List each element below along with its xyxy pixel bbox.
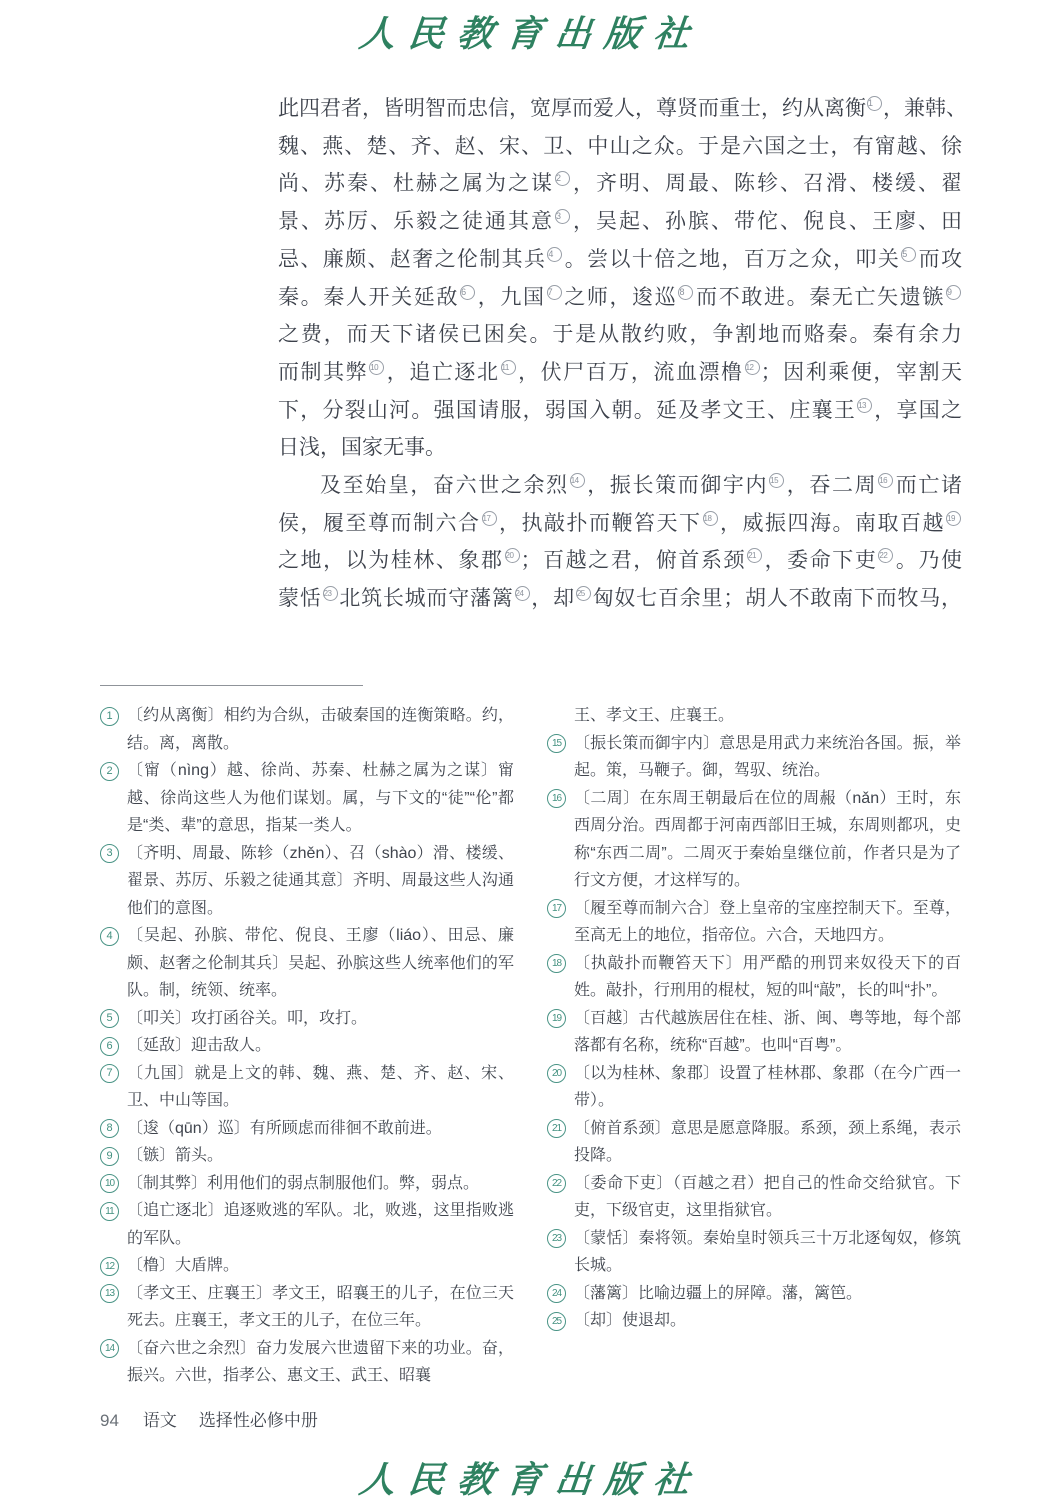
text-line-p2-3 xyxy=(278,542,962,580)
text-line-p1-4 xyxy=(278,203,962,241)
publisher-logo-top-text: 人民教育出版社 xyxy=(357,13,705,55)
annotation-ref-24: 24 xyxy=(515,586,530,601)
footnote-number-25: 25 xyxy=(547,1312,566,1331)
annotation-ref-3: 3 xyxy=(555,209,570,224)
footnote-text: 〔藩篱〕比喻边疆上的屏障。藩，篱笆。 xyxy=(574,1284,863,1302)
footer-subject: 语文 xyxy=(142,1411,177,1430)
text-line-p1-5 xyxy=(278,241,962,279)
text-run: ，兼韩、 xyxy=(883,97,967,120)
footnote-number-7: 7 xyxy=(100,1064,119,1083)
annotation-ref-13: 13 xyxy=(857,398,872,413)
text-run: 此四君者，皆明智而忠信，宽厚而爱人，尊贤而重士，约从离衡 xyxy=(278,97,866,120)
footnote-item-15 xyxy=(547,730,961,785)
footnote-item-14 xyxy=(100,1335,514,1390)
page-footer xyxy=(100,1406,318,1431)
footnote-item-22 xyxy=(547,1170,961,1225)
footnote-number-10: 10 xyxy=(100,1174,119,1193)
publisher-logo-bottom xyxy=(0,1452,1062,1503)
text-run: ，齐明、周最、陈轸、召滑、楼缓、翟 xyxy=(571,172,962,196)
text-run: 魏、燕、楚、齐、赵、宋、卫、中山之众。于是六国之士，有甯越、徐 xyxy=(278,134,962,158)
text-run: 匈奴七百余里；胡人不敢南下而牧马， xyxy=(591,587,963,611)
footnote-text: 〔百越〕古代越族居住在桂、浙、闽、粤等地，每个部落都有名称，统称“百越”。也叫“百粤”。 xyxy=(574,1009,961,1054)
annotation-ref-18: 18 xyxy=(703,511,718,526)
annotation-ref-11: 11 xyxy=(501,360,516,375)
footnote-number-13: 13 xyxy=(100,1284,119,1303)
text-run: 下，分裂山河。强国请服，弱国入朝。延及孝文王、庄襄王 xyxy=(278,398,857,422)
footnote-number-21: 21 xyxy=(547,1119,566,1138)
footnote-text: 〔甯（nìng）越、徐尚、苏秦、杜赫之属为之谋〕甯越、徐尚这些人为他们谋划。属，与下文的“徒”“伦”都是“类、辈”的意思，指某一类人。 xyxy=(127,762,514,834)
footnote-item-3 xyxy=(100,840,514,923)
annotation-ref-9: 9 xyxy=(946,285,961,300)
footnote-number-5: 5 xyxy=(100,1009,119,1028)
text-run: 而攻 xyxy=(917,247,963,271)
text-run: 蒙恬 xyxy=(278,587,322,611)
annotation-ref-14: 14 xyxy=(570,473,585,488)
footnote-number-20: 20 xyxy=(547,1064,566,1083)
footnote-number-23: 23 xyxy=(547,1229,566,1248)
text-run: 景、苏厉、乐毅之徒通其意 xyxy=(278,210,554,234)
footnote-item-1 xyxy=(100,702,514,757)
text-run: 及至始皇，奋六世之余烈 xyxy=(320,474,569,498)
footnote-item-25 xyxy=(547,1307,961,1335)
text-run: 忌、廉颇、赵奢之伦制其兵 xyxy=(278,247,547,271)
footnote-number-22: 22 xyxy=(547,1174,566,1193)
text-run: ，却 xyxy=(530,587,575,611)
footnote-item-17 xyxy=(547,895,961,950)
footnote-text: 〔履至尊而制六合〕登上皇帝的宝座控制天下。至尊，至高无上的地位，指帝位。六合，天地四方。 xyxy=(574,899,961,944)
annotation-ref-2: 2 xyxy=(555,171,570,186)
text-run: ，执敲扑而鞭笞天下 xyxy=(497,511,702,535)
footnote-text: 〔二周〕在东周王朝最后在位的周赧（nǎn）王时，东西周分治。西周都于河南西部旧王城，东周则都巩，史称“东西二周”。二周灭于秦始皇继位前，作者只是为了行文方便，才这样写的。 xyxy=(574,789,961,889)
text-run: 日浅，国家无事。 xyxy=(278,436,446,460)
footnote-item-24 xyxy=(547,1280,961,1308)
text-line-p1-8 xyxy=(278,354,962,392)
footnote-text: 〔约从离衡〕相约为合纵，击破秦国的连衡策略。约，结。离，离散。 xyxy=(127,707,514,752)
footnote-item-2 xyxy=(100,757,514,840)
text-run: 。乃使 xyxy=(894,549,963,573)
footnote-text: 〔俯首系颈〕意思是愿意降服。系颈，颈上系绳，表示投降。 xyxy=(574,1119,961,1164)
footnote-item-13 xyxy=(100,1280,514,1335)
text-run: 。尝以十倍之地，百万之众，叩关 xyxy=(563,247,901,271)
footnote-text: 〔齐明、周最、陈轸（zhěn）、召（shào）滑、楼缓、翟景、苏厉、乐毅之徒通其意〕齐明、周最这些人沟通他们的意图。 xyxy=(127,844,514,917)
footnote-item-9 xyxy=(100,1142,514,1170)
annotation-ref-25: 25 xyxy=(576,586,591,601)
text-line-p2-1 xyxy=(278,467,962,505)
footnote-number-4: 4 xyxy=(100,927,119,946)
footnote-number-18: 18 xyxy=(547,954,566,973)
annotation-ref-4: 4 xyxy=(547,247,562,262)
annotation-ref-1: 1 xyxy=(867,96,882,111)
footnote-item-16 xyxy=(547,785,961,895)
text-line-p1-7 xyxy=(278,316,962,354)
annotation-ref-19: 19 xyxy=(946,511,961,526)
annotation-ref-7: 7 xyxy=(547,285,562,300)
footnote-continuation xyxy=(547,702,961,730)
text-run: 尚、苏秦、杜赫之属为之谋 xyxy=(278,172,554,196)
text-line-p1-2 xyxy=(278,128,962,166)
footnote-number-9: 9 xyxy=(100,1147,119,1166)
footnote-number-19: 19 xyxy=(547,1009,566,1028)
annotation-ref-5: 5 xyxy=(901,247,916,262)
text-run: 秦。秦人开关延敌 xyxy=(278,285,460,309)
footnotes-right-column xyxy=(547,702,961,1390)
footnote-text: 〔制其弊〕利用他们的弱点制服他们。弊，弱点。 xyxy=(127,1174,480,1192)
text-run: 之师，逡巡 xyxy=(562,285,678,309)
footnotes-section xyxy=(100,702,966,1390)
annotation-ref-22: 22 xyxy=(878,548,893,563)
footnote-item-21 xyxy=(547,1115,961,1170)
footnote-number-3: 3 xyxy=(100,844,119,863)
footnote-text: 〔执敲扑而鞭笞天下〕用严酷的刑罚来奴役天下的百姓。敲扑，行刑用的棍杖，短的叫“敲”，长的叫“扑”。 xyxy=(574,954,961,999)
footnote-item-19 xyxy=(547,1005,961,1060)
footnote-item-23 xyxy=(547,1225,961,1280)
text-line-p1-6 xyxy=(278,279,962,317)
footnote-number-11: 11 xyxy=(100,1202,119,1221)
text-run: ，追亡逐北 xyxy=(385,360,500,384)
text-line-p1-1 xyxy=(278,90,967,128)
footnote-number-12: 12 xyxy=(100,1257,119,1276)
footnote-divider-line xyxy=(100,685,363,686)
annotation-ref-21: 21 xyxy=(747,548,762,563)
footnote-text: 〔追亡逐北〕追逐败逃的军队。北，败逃，这里指败逃的军队。 xyxy=(127,1202,514,1247)
text-run: ；百越之君，俯首系颈 xyxy=(520,549,747,573)
footnote-item-8 xyxy=(100,1115,514,1143)
annotation-ref-16: 16 xyxy=(878,473,893,488)
text-line-p2-2 xyxy=(278,505,962,543)
text-line-p1-9 xyxy=(278,392,962,430)
footnote-item-11 xyxy=(100,1197,514,1252)
text-run: 而不敢进。秦无亡矢遗镞 xyxy=(694,285,946,309)
text-run: ；因利乘便，宰割天 xyxy=(760,360,963,384)
text-run: ，享国之 xyxy=(873,398,963,422)
footer-volume: 选择性必修中册 xyxy=(198,1411,318,1430)
footnote-text: 〔孝文王、庄襄王〕孝文王，昭襄王的儿子，在位三天死去。庄襄王，孝文王的儿子，在位三年。 xyxy=(127,1284,514,1329)
lesson-body-text xyxy=(278,90,967,618)
text-run: 而亡诸 xyxy=(894,474,963,498)
footnote-number-24: 24 xyxy=(547,1284,566,1303)
footnote-text: 〔却〕使退却。 xyxy=(574,1312,687,1329)
footnote-text: 〔逡（qūn）巡〕有所顾虑而徘徊不敢前进。 xyxy=(127,1119,442,1137)
footnote-number-2: 2 xyxy=(100,762,119,781)
footnote-text: 〔九国〕就是上文的韩、魏、燕、楚、齐、赵、宋、卫、中山等国。 xyxy=(127,1064,514,1109)
annotation-ref-8: 8 xyxy=(678,285,693,300)
footnote-text: 〔振长策而御宇内〕意思是用武力来统治各国。振，举起。策，马鞭子。御，驾驭、统治。 xyxy=(574,734,961,779)
annotation-ref-12: 12 xyxy=(745,360,760,375)
footnote-item-5 xyxy=(100,1005,514,1033)
footnote-number-17: 17 xyxy=(547,899,566,918)
footnote-text: 〔蒙恬〕秦将领。秦始皇时领兵三十万北逐匈奴，修筑长城。 xyxy=(574,1229,961,1274)
page-number: 94 xyxy=(100,1411,119,1430)
footnote-item-4 xyxy=(100,922,514,1005)
footnote-text: 〔以为桂林、象郡〕设置了桂林郡、象郡（在今广西一带）。 xyxy=(574,1064,961,1109)
text-run: 而制其弊 xyxy=(278,360,369,384)
text-line-p1-3 xyxy=(278,165,962,203)
annotation-ref-20: 20 xyxy=(505,548,520,563)
footnote-text: 〔委命下吏〕（百越之君）把自己的性命交给狱官。下吏，下级官吏，这里指狱官。 xyxy=(574,1174,961,1219)
text-run: 侯，履至尊而制六合 xyxy=(278,511,481,535)
footnote-item-12 xyxy=(100,1252,514,1280)
text-run: 之地，以为桂林、象郡 xyxy=(278,549,504,573)
annotation-ref-10: 10 xyxy=(369,360,384,375)
text-run: ，九国 xyxy=(476,285,546,309)
footnote-text: 王、孝文王、庄襄王。 xyxy=(574,707,735,724)
footnote-text: 〔叩关〕攻打函谷关。叩，攻打。 xyxy=(127,1009,368,1027)
text-run: ，威振四海。南取百越 xyxy=(718,511,945,535)
text-line-p1-10 xyxy=(278,429,962,467)
text-run: ，伏尸百万，流血漂橹 xyxy=(516,360,744,384)
publisher-logo-top xyxy=(0,6,1062,57)
annotation-ref-15: 15 xyxy=(769,473,784,488)
footnote-number-16: 16 xyxy=(547,789,566,808)
annotation-ref-6: 6 xyxy=(460,285,475,300)
text-line-p2-4 xyxy=(278,580,962,618)
footnote-number-6: 6 xyxy=(100,1037,119,1056)
footnote-item-20 xyxy=(547,1060,961,1115)
text-run: ，吴起、孙膑、带佗、倪良、王廖、田 xyxy=(571,210,962,234)
text-run: 之费，而天下诸侯已困矣。于是从散约败，争割地而赂秦。秦有余力 xyxy=(278,323,962,347)
footnote-number-15: 15 xyxy=(547,734,566,753)
footnote-item-18 xyxy=(547,950,961,1005)
footnote-item-7 xyxy=(100,1060,514,1115)
footnote-text: 〔橹〕大盾牌。 xyxy=(127,1257,240,1274)
footnote-text: 〔奋六世之余烈〕奋力发展六世遗留下来的功业。奋，振兴。六世，指孝公、惠文王、武王、昭襄 xyxy=(127,1339,514,1384)
footnote-text: 〔吴起、孙膑、带佗、倪良、王廖（liáo）、田忌、廉颇、赵奢之伦制其兵〕吴起、孙膑这些人统率他们的军队。制，统领、统率。 xyxy=(127,927,514,999)
footnote-number-8: 8 xyxy=(100,1119,119,1138)
footnote-item-6 xyxy=(100,1032,514,1060)
footnote-item-10 xyxy=(100,1170,514,1198)
footnote-number-1: 1 xyxy=(100,707,119,726)
footnote-text: 〔延敌〕迎击敌人。 xyxy=(127,1037,272,1054)
annotation-ref-17: 17 xyxy=(482,511,497,526)
text-run: ，振长策而御宇内 xyxy=(585,474,769,498)
text-run: ，委命下吏 xyxy=(763,549,878,573)
text-run: ，吞二周 xyxy=(785,474,878,498)
footnote-number-14: 14 xyxy=(100,1339,119,1358)
footnote-text: 〔镞〕箭头。 xyxy=(127,1147,224,1164)
annotation-ref-23: 23 xyxy=(323,586,338,601)
publisher-logo-bottom-text: 人民教育出版社 xyxy=(357,1459,705,1501)
text-run: 北筑长城而守藩篱 xyxy=(338,587,514,611)
footnotes-left-column xyxy=(100,702,514,1390)
